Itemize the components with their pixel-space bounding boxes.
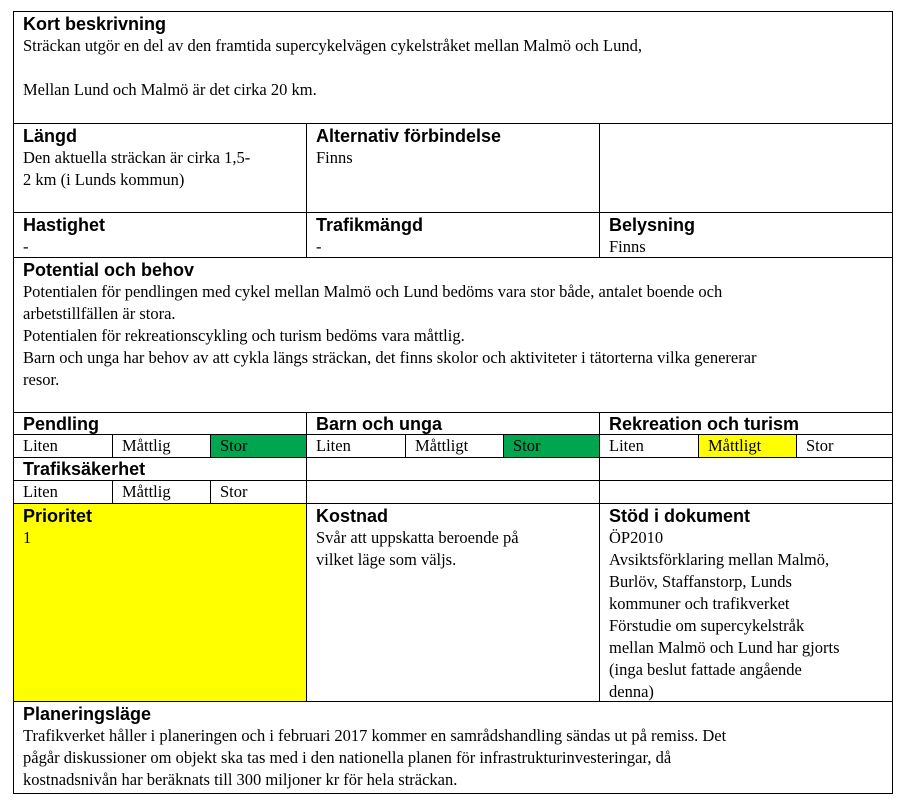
short-description-section — [14, 12, 892, 124]
empty-cell-safety-rating-mid — [307, 481, 600, 504]
lighting-cell — [600, 213, 892, 258]
commuting-option-stor: Stor — [210, 435, 306, 457]
alternative-connection-cell — [307, 124, 600, 213]
speed-cell — [14, 213, 307, 258]
lighting-heading: Belysning — [609, 215, 696, 235]
traffic-safety-rating — [14, 481, 307, 504]
recreation-option-stor: Stor — [796, 435, 892, 457]
commuting-heading-cell — [14, 413, 307, 435]
length-heading: Längd — [23, 126, 77, 146]
supporting-documents-value: ÖP2010 Avsiktsförklaring mellan Malmö, Burlöv, Staffanstorp, Lunds kommuner och trafikverket Förstudie om supercykelstråk mellan Malmö och Lund har gjorts (inga beslut fattade angående denna) — [609, 528, 840, 701]
traffic-volume-cell — [307, 213, 600, 258]
length-cell — [14, 124, 307, 213]
alternative-connection-value: Finns — [316, 148, 353, 167]
cost-value: Svår att uppskatta beroende på vilket läge som väljs. — [316, 528, 519, 569]
recreation-option-mattligt: Måttligt — [698, 435, 796, 457]
commuting-option-mattlig: Måttlig — [112, 435, 210, 457]
traffic-safety-heading-cell — [14, 458, 307, 481]
recreation-rating — [600, 435, 892, 458]
cost-cell — [307, 504, 600, 702]
potential-text: Potentialen för pendlingen med cykel mellan Malmö och Lund bedöms vara stor både, antalet boende och arbetstillfällen är stora. Potentialen för rekreationscykling och turism bedöms vara måttlig. Barn och unga har behov av att cykla längs sträckan, det finns skolor och aktiviteter i tätorterna vilka genererar resor. — [23, 282, 757, 389]
length-value: Den aktuella sträckan är cirka 1,5- 2 km (i Lunds kommun) — [23, 148, 251, 189]
speed-value: - — [23, 237, 29, 256]
recreation-heading-cell — [600, 413, 892, 435]
planning-status-text: Trafikverket håller i planeringen och i februari 2017 kommer en samrådshandling sändas ut på remiss. Det pågår diskussioner om objekt ska tas med i den nationella planen för infrastrukturinvesteringar, då kostnadsnivån har beräknats till 300 miljoner kr för hela sträckan. — [23, 726, 727, 789]
cost-heading: Kostnad — [316, 506, 388, 526]
traffic-volume-value: - — [316, 237, 322, 256]
potential-section — [14, 258, 892, 413]
youth-heading-cell — [307, 413, 600, 435]
project-description-table — [13, 11, 893, 794]
recreation-heading: Rekreation och turism — [609, 414, 800, 434]
recreation-option-liten: Liten — [609, 436, 644, 455]
planning-status-section — [14, 702, 892, 793]
alternative-connection-heading: Alternativ förbindelse — [316, 126, 502, 146]
short-description-line-1: Sträckan utgör en del av den framtida supercykelvägen cykelstråket mellan Malmö och Lund, — [23, 36, 642, 55]
potential-heading: Potential och behov — [23, 260, 195, 280]
priority-heading: Prioritet — [23, 506, 93, 526]
traffic-safety-option-mattlig: Måttlig — [112, 481, 210, 503]
youth-rating — [307, 435, 600, 458]
empty-cell-safety-mid — [307, 458, 600, 481]
traffic-safety-option-liten: Liten — [23, 482, 58, 501]
commuting-option-liten: Liten — [23, 436, 58, 455]
supporting-documents-heading: Stöd i dokument — [609, 506, 750, 526]
empty-cell-row2 — [600, 124, 892, 213]
traffic-safety-option-stor: Stor — [210, 481, 306, 503]
youth-option-stor: Stor — [503, 435, 599, 457]
short-description-line-2: Mellan Lund och Malmö är det cirka 20 km. — [23, 80, 317, 99]
youth-option-liten: Liten — [316, 436, 351, 455]
speed-heading: Hastighet — [23, 215, 106, 235]
empty-cell-safety-right — [600, 458, 892, 481]
planning-status-heading: Planeringsläge — [23, 704, 152, 724]
short-description-heading: Kort beskrivning — [23, 14, 167, 34]
priority-value: 1 — [23, 528, 32, 547]
commuting-rating — [14, 435, 307, 458]
commuting-heading: Pendling — [23, 414, 99, 434]
youth-option-mattligt: Måttligt — [405, 435, 503, 457]
empty-cell-safety-rating-right — [600, 481, 892, 504]
youth-heading: Barn och unga — [316, 414, 443, 434]
lighting-value: Finns — [609, 237, 646, 256]
supporting-documents-cell — [600, 504, 892, 702]
traffic-safety-heading: Trafiksäkerhet — [23, 459, 146, 479]
traffic-volume-heading: Trafikmängd — [316, 215, 424, 235]
priority-cell — [14, 504, 307, 702]
